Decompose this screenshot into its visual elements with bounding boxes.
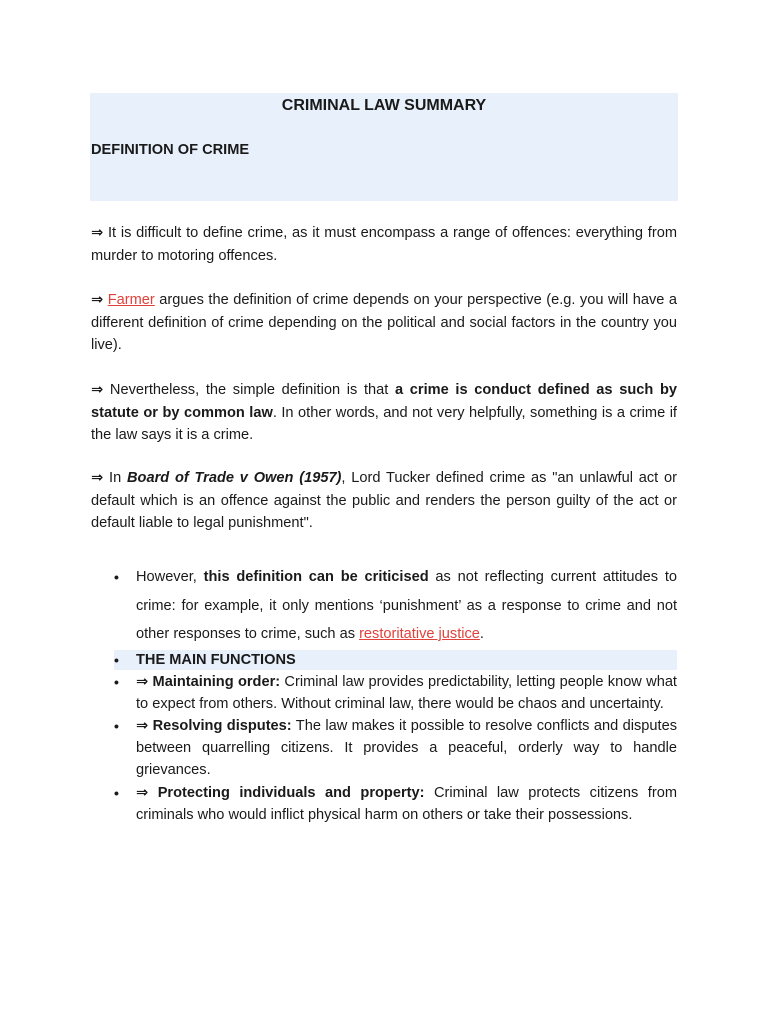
list-item-main-functions-heading: • THE MAIN FUNCTIONS <box>114 650 677 670</box>
paragraph-difficult-to-define <box>91 222 677 267</box>
bullet-lead: ⇒ Protecting individuals and property: <box>136 784 425 801</box>
arrow-icon: ⇒ <box>91 382 104 398</box>
section-heading-definition: DEFINITION OF CRIME <box>91 142 250 158</box>
bullet-text: Criminal law provides predictability, letting people know what to expect from others. Without criminal law, there would be chaos and uncertainty. <box>136 673 677 712</box>
bullet-text: Criminal law protects citizens from criminals who would inflict physical harm on others or take their possessions. <box>136 784 677 823</box>
arrow-icon: ⇒ <box>91 292 104 308</box>
bullet-text: The law makes it possible to resolve conflicts and disputes between quarrelling citizens. It provides a peaceful, orderly way to handle grievances. <box>136 717 677 779</box>
bullet-text: However, <box>136 569 204 585</box>
paragraph-text: argues the definition of crime depends on your perspective (e.g. you will have a different definition of crime depending on the political and social factors in the country you live). <box>91 292 677 353</box>
arrow-icon: ⇒ <box>91 225 104 241</box>
list-item-protecting-individuals <box>114 782 677 826</box>
emphasis-text: a crime is conduct defined as such by statute or by common law <box>91 382 677 421</box>
arrow-icon: ⇒ <box>91 470 104 486</box>
case-name: Board of Trade v Owen (1957) <box>127 470 342 486</box>
emphasis-text: this definition can be criticised <box>203 569 429 585</box>
document-title: CRIMINAL LAW SUMMARY <box>281 97 487 114</box>
bullet-text: . <box>479 626 484 642</box>
farmer-link[interactable]: Farmer <box>107 292 155 308</box>
paragraph-simple-definition <box>91 379 677 447</box>
paragraph-text: . In other words, and not very helpfully, something is a crime if the law says it is a crime. <box>91 404 677 443</box>
paragraph-text: Nevertheless, the simple definition is that <box>103 382 395 398</box>
paragraph-text: In <box>103 470 127 486</box>
paragraph-text: It is difficult to define crime, as it must encompass a range of offences: everything from murder to motoring offences. <box>91 225 677 264</box>
bullet-lead: ⇒ Maintaining order: <box>136 673 281 690</box>
list-item-resolving-disputes <box>114 715 677 782</box>
bullet-list <box>114 563 677 826</box>
bullet-text: as not reflecting current attitudes to crime: for example, it only mentions ‘punishment’ as a response to crime and not other responses to crime, such as <box>136 569 677 642</box>
paragraph-farmer <box>91 289 677 357</box>
paragraph-board-of-trade <box>91 467 677 535</box>
restorative-justice-link[interactable]: restoritative justice <box>359 626 480 642</box>
list-item-maintaining-order <box>114 671 677 715</box>
paragraph-text: , Lord Tucker defined crime as "an unlawful act or default which is an offence against the public and renders the person guilty of the act or default liable to legal punishment". <box>91 470 677 531</box>
list-item-criticism <box>114 563 677 649</box>
bullet-lead: ⇒ Resolving disputes: <box>136 717 292 734</box>
